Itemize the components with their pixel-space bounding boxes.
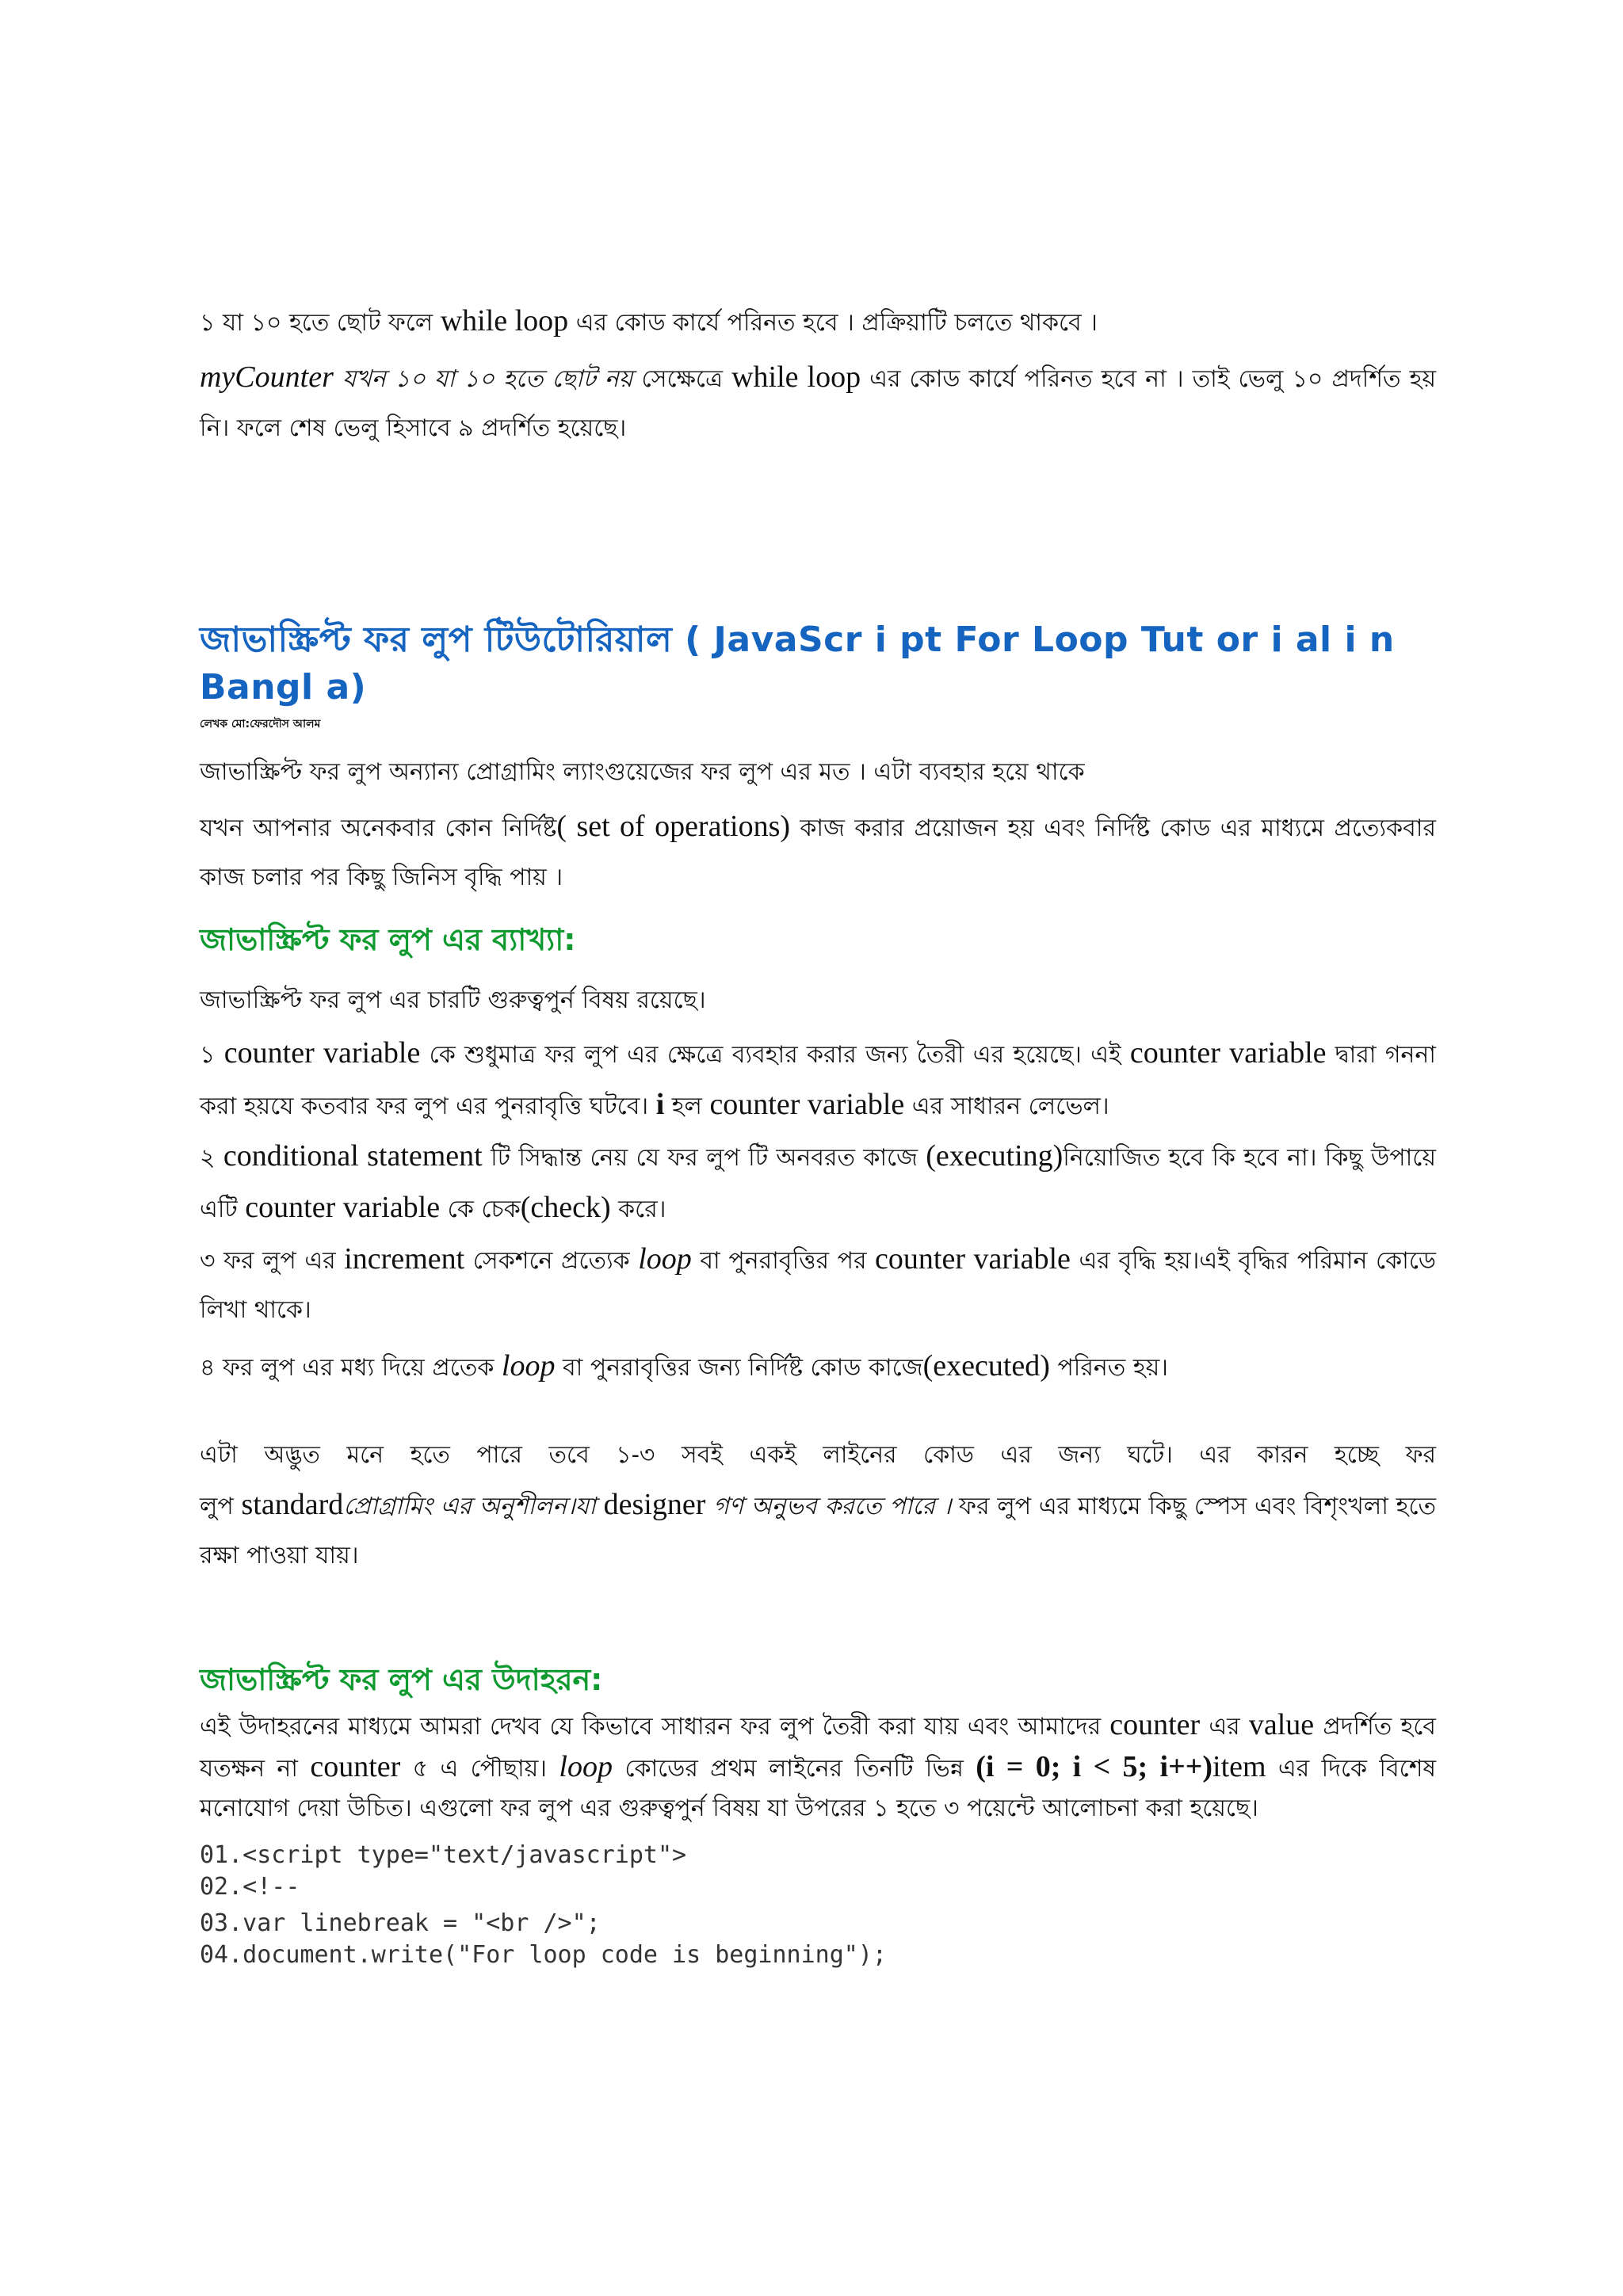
paragraph-loop-continue: ১ যা ১০ হতে ছোট ফলে while loop এর কোড কার্যে পরিনত হবে । প্রক্রিয়াটি চলতে থাকবে । bbox=[200, 304, 1098, 338]
paragraph-loop-stop: myCounter যখন ১০ যা ১০ হতে ছোট নয় সেক্ষেত্রে while loop এর কোড কার্যে পরিনত হবে না । তাই ভেলু ১০ প্রদর্শিত হয় নি। ফলে শেষ ভেলু হিসাবে ৯ প্রদর্শিত হয়েছে। bbox=[200, 360, 1436, 442]
code-line: 03.var linebreak = "<br />"; bbox=[200, 1909, 601, 1937]
article-header bbox=[200, 616, 1436, 902]
example-paragraph: এই উদাহরনের মাধ্যমে আমরা দেখব যে কিভাবে সাধারন ফর লুপ তৈরী করা যায় এবং আমাদের counter এর value প্রদর্শিত হবে যতক্ষন না counter ৫ এ পৌছায়। loop কোডের প্রথম লাইনের তিনটি ভিন্ন (i = 0; i < 5; i++)item এর দিকে বিশেষ মনোযোগ দেয়া উচিত। এগুলো ফর লুপ এর গুরুত্বপুর্ন বিষয় যা উপরের ১ হতে ৩ পয়েন্টে আলোচনা করা হয়েছে। bbox=[200, 1708, 1436, 1822]
intro-paragraph-2: যখন আপনার অনেকবার কোন নির্দিষ্ট( set of operations) কাজ করার প্রয়োজন হয় এবং নির্দিষ্ট কোড এর মাধ্যমে প্রত্যেকবার কাজ চলার পর কিছু জিনিস বৃদ্ধি পায় । bbox=[200, 810, 1436, 891]
explanation-lead: জাভাস্ক্রিপ্ট ফর লুপ এর চারটি গুরুত্বপুর্ন বিষয় রয়েছে। bbox=[200, 986, 706, 1014]
code-line: 01.<script type="text/javascript"> bbox=[200, 1841, 687, 1869]
section-explanation bbox=[200, 917, 1436, 1581]
point-3: ৩ ফর লুপ এর increment সেকশনে প্রত্যেক loop বা পুনরাবৃত্তির পর counter variable এর বৃদ্ধি হয়।এই বৃদ্ধির পরিমান কোডে লিখা থাকে। bbox=[200, 1242, 1437, 1324]
code-block bbox=[200, 1840, 1436, 1971]
article-title: জাভাস্ক্রিপ্ট ফর লুপ টিউটোরিয়াল ( JavaScr i pt For Loop Tut or i al i n Bangl a) bbox=[200, 620, 1395, 707]
section-heading-explanation: জাভাস্ক্রিপ্ট ফর লুপ এর ব্যাখ্যা: bbox=[200, 922, 576, 957]
note-paragraph: লুপ standardপ্রোগ্রামিং এর অনুশীলন।যা designer গণ অনুভব করতে পারে । ফর লুপ এর মাধ্যমে কিছু স্পেস এবং বিশৃংখলা হতে রক্ষা পাওয়া যায়। bbox=[200, 1488, 1437, 1569]
code-line: 04.document.write("For loop code is beginning"); bbox=[200, 1941, 887, 1969]
point-4: ৪ ফর লুপ এর মধ্য দিয়ে প্রতেক loop বা পুনরাবৃত্তির জন্য নির্দিষ্ট কোড কাজে(executed) পরিনত হয়। bbox=[200, 1349, 1169, 1383]
point-1: ১ counter variable কে শুধুমাত্র ফর লুপ এর ক্ষেত্রে ব্যবহার করার জন্য তৈরী এর হয়েছে। এই counter variable দ্বারা গননা করা হয়যে কতবার ফর লুপ এর পুনরাবৃত্তি ঘটবে। i হল counter variable এর সাধারন লেভেল। bbox=[200, 1036, 1437, 1121]
intro-paragraph-1: জাভাস্ক্রিপ্ট ফর লুপ অন্যান্য প্রোগ্রামিং ল্যাংগুয়েজের ফর লুপ এর মত । এটা ব্যবহার হয়ে থাকে bbox=[200, 758, 1085, 786]
note-line-1: এটা অদ্ভুত মনে হতে পারে তবে ১-৩ সবই একই লাইনের কোড এর জন্য ঘটে। এর কারন হচ্ছে ফর bbox=[200, 1441, 1436, 1469]
code-line: 02.<!-- bbox=[200, 1873, 300, 1901]
section-heading-example: জাভাস্ক্রিপ্ট ফর লুপ এর উদাহরন: bbox=[200, 1662, 603, 1697]
article-author: লেখক মো:ফেরদৌস আলম bbox=[200, 718, 321, 730]
top-section bbox=[200, 296, 1436, 453]
point-2: ২ conditional statement টি সিদ্ধান্ত নেয় যে ফর লুপ টি অনবরত কাজে (executing)নিয়োজিত হবে কি হবে না। কিছু উপায়ে এটি counter variable কে চেক(check) করে। bbox=[200, 1139, 1436, 1224]
section-example bbox=[200, 1657, 1436, 1971]
